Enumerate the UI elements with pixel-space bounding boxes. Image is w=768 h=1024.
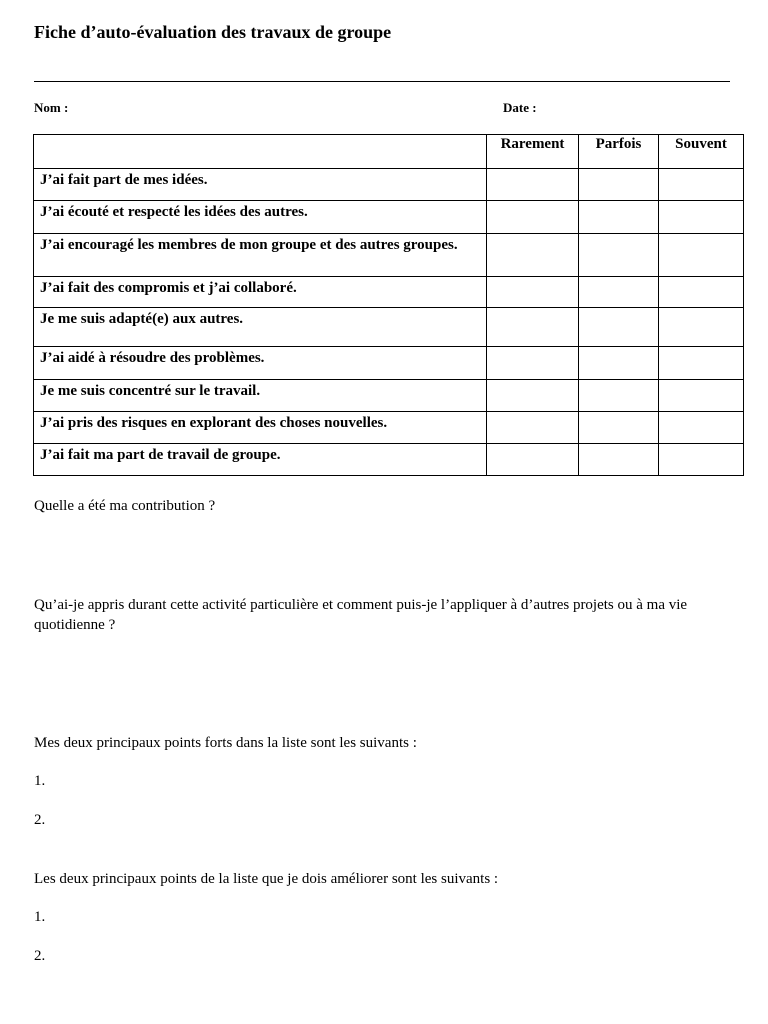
rarement-cell[interactable]	[487, 347, 579, 380]
strengths-item-2: 2.	[34, 812, 46, 828]
souvent-cell[interactable]	[659, 412, 744, 444]
header-parfois: Parfois	[579, 135, 659, 169]
souvent-cell[interactable]	[659, 380, 744, 412]
parfois-cell[interactable]	[579, 277, 659, 308]
rarement-cell[interactable]	[487, 234, 579, 277]
table-row	[34, 412, 744, 444]
rarement-cell[interactable]	[487, 277, 579, 308]
strengths-item-1: 1.	[34, 773, 46, 789]
question-improve: Les deux principaux points de la liste que je dois améliorer sont les suivants :	[34, 871, 499, 887]
question-learned: Qu’ai-je appris durant cette activité particulière et comment puis-je l’appliquer à d’autres projets ou à ma vie quotidienne ?	[34, 597, 688, 633]
nom-label: Nom :	[34, 100, 69, 115]
souvent-cell[interactable]	[659, 169, 744, 201]
criterion-cell: J’ai encouragé les membres de mon groupe et des autres groupes.	[34, 234, 487, 277]
table-row	[34, 201, 744, 234]
date-label: Date :	[503, 100, 537, 115]
header-criterion	[34, 135, 487, 169]
criterion-cell: J’ai fait des compromis et j’ai collaboré.	[34, 277, 487, 308]
rarement-cell[interactable]	[487, 412, 579, 444]
criterion-cell: J’ai pris des risques en explorant des choses nouvelles.	[34, 412, 487, 444]
criterion-cell: J’ai fait part de mes idées.	[34, 169, 487, 201]
table-row	[34, 444, 744, 476]
table-row	[34, 308, 744, 347]
parfois-cell[interactable]	[579, 347, 659, 380]
improve-item-2: 2.	[34, 948, 46, 964]
parfois-cell[interactable]	[579, 234, 659, 277]
criterion-cell: J’ai écouté et respecté les idées des autres.	[34, 201, 487, 234]
self-evaluation-table	[33, 134, 744, 476]
criterion-cell: J’ai aidé à résoudre des problèmes.	[34, 347, 487, 380]
rarement-cell[interactable]	[487, 380, 579, 412]
parfois-cell[interactable]	[579, 444, 659, 476]
table-row	[34, 169, 744, 201]
souvent-cell[interactable]	[659, 234, 744, 277]
parfois-cell[interactable]	[579, 169, 659, 201]
table-row	[34, 347, 744, 380]
rarement-cell[interactable]	[487, 169, 579, 201]
improve-item-1: 1.	[34, 909, 46, 925]
souvent-cell[interactable]	[659, 347, 744, 380]
souvent-cell[interactable]	[659, 277, 744, 308]
table-row	[34, 380, 744, 412]
parfois-cell[interactable]	[579, 201, 659, 234]
header-souvent: Souvent	[659, 135, 744, 169]
souvent-cell[interactable]	[659, 201, 744, 234]
page-title: Fiche d’auto-évaluation des travaux de groupe	[34, 22, 392, 42]
souvent-cell[interactable]	[659, 308, 744, 347]
parfois-cell[interactable]	[579, 308, 659, 347]
criterion-cell: Je me suis adapté(e) aux autres.	[34, 308, 487, 347]
table-row	[34, 277, 744, 308]
souvent-cell[interactable]	[659, 444, 744, 476]
parfois-cell[interactable]	[579, 380, 659, 412]
question-strengths: Mes deux principaux points forts dans la liste sont les suivants :	[34, 735, 417, 751]
criterion-cell: Je me suis concentré sur le travail.	[34, 380, 487, 412]
rarement-cell[interactable]	[487, 444, 579, 476]
title-underline	[34, 81, 730, 82]
rarement-cell[interactable]	[487, 201, 579, 234]
table-row	[34, 234, 744, 277]
table-header-row	[34, 135, 744, 169]
parfois-cell[interactable]	[579, 412, 659, 444]
header-rarement: Rarement	[487, 135, 579, 169]
criterion-cell: J’ai fait ma part de travail de groupe.	[34, 444, 487, 476]
question-contribution: Quelle a été ma contribution ?	[34, 498, 216, 514]
rarement-cell[interactable]	[487, 308, 579, 347]
